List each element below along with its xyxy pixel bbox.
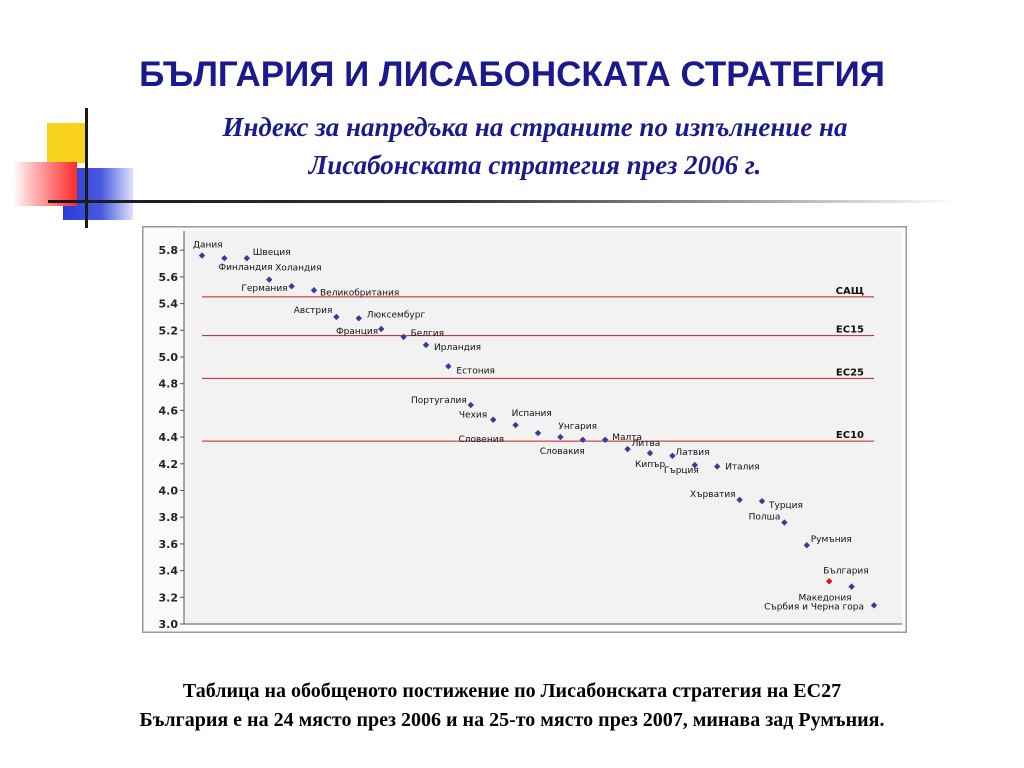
y-tick-label: 5.8 bbox=[158, 244, 178, 258]
y-tick-label: 4.4 bbox=[158, 431, 178, 445]
y-tick-label: 5.2 bbox=[158, 324, 178, 338]
point-label: Хърватия bbox=[690, 489, 736, 500]
point-label: Полша bbox=[748, 512, 781, 523]
y-tick-label: 3.2 bbox=[158, 591, 178, 605]
chart bbox=[142, 226, 907, 633]
point-label: Кипър bbox=[635, 460, 666, 471]
caption-line-2: България е на 24 място през 2006 и на 25-то място през 2007, минава зад Румъния. bbox=[139, 709, 885, 731]
point-label: Литва bbox=[631, 439, 661, 450]
point-label: Малта bbox=[612, 432, 642, 443]
y-tick-label: 4.2 bbox=[158, 457, 178, 471]
point-label: Португалия bbox=[410, 396, 467, 407]
y-tick-label: 3.0 bbox=[158, 618, 178, 631]
y-tick-label: 4.8 bbox=[158, 377, 178, 391]
point-label: Австрия bbox=[293, 305, 333, 316]
decor-yellow-square bbox=[47, 123, 87, 163]
y-tick-label: 3.8 bbox=[158, 511, 178, 525]
point-label: България bbox=[823, 566, 869, 577]
y-tick-label: 3.4 bbox=[158, 564, 178, 578]
point-label: Естония bbox=[456, 366, 495, 377]
point-label: Гърция bbox=[663, 466, 699, 477]
reference-line-label: ЕС15 bbox=[835, 324, 864, 336]
slide-subtitle bbox=[100, 108, 970, 184]
decor-horizontal-line bbox=[48, 200, 958, 203]
point-label: Македония bbox=[798, 593, 852, 604]
point-label: Словения bbox=[458, 435, 504, 446]
y-tick-label: 5.4 bbox=[158, 297, 178, 311]
point-label: Холандия bbox=[275, 263, 322, 274]
point-label: Белгия bbox=[410, 328, 445, 339]
point-label: Унгария bbox=[558, 422, 597, 433]
y-tick-label: 4.0 bbox=[158, 484, 178, 498]
point-label: Турция bbox=[769, 501, 803, 512]
caption-line-1: Таблица на обобщеното постижение по Лисабонската стратегия на ЕС27 bbox=[182, 680, 842, 702]
reference-line-label: ЕС10 bbox=[835, 430, 864, 442]
reference-line-label: ЕС25 bbox=[835, 367, 864, 379]
plot-area bbox=[184, 231, 902, 624]
y-tick-label: 5.0 bbox=[158, 351, 178, 364]
point-label: Финландия bbox=[218, 263, 273, 274]
slide-title: БЪЛГАРИЯ И ЛИСАБОНСКАТА СТРАТЕГИЯ bbox=[139, 55, 885, 94]
point-label: Франция bbox=[335, 326, 379, 337]
subtitle-line-2: Лисабонската стратегия през 2006 г. bbox=[308, 150, 762, 180]
point-label: Словакия bbox=[539, 446, 585, 457]
point-label: Чехия bbox=[458, 410, 488, 421]
decor-vertical-line bbox=[85, 108, 88, 228]
point-label: Великобритания bbox=[320, 288, 400, 299]
chart-svg bbox=[142, 226, 907, 633]
y-tick-label: 3.6 bbox=[158, 537, 178, 551]
point-label: Румъния bbox=[810, 535, 852, 546]
point-label: Испания bbox=[511, 409, 552, 420]
y-tick-label: 5.6 bbox=[158, 270, 178, 284]
point-label: Сърбия и Черна гора bbox=[764, 602, 864, 613]
point-label: Дания bbox=[193, 240, 223, 251]
point-label: Италия bbox=[725, 462, 760, 473]
point-label: Люксембург bbox=[366, 310, 426, 321]
point-label: Латвия bbox=[675, 447, 710, 458]
subtitle-line-1: Индекс за напредъка на страните по изпълнение на bbox=[222, 112, 848, 142]
point-label: Швеция bbox=[252, 248, 291, 259]
point-label: Германия bbox=[241, 284, 288, 295]
point-label: Ирландия bbox=[434, 342, 482, 353]
y-tick-label: 4.6 bbox=[158, 404, 178, 418]
reference-line-label: САЩ bbox=[835, 285, 864, 297]
